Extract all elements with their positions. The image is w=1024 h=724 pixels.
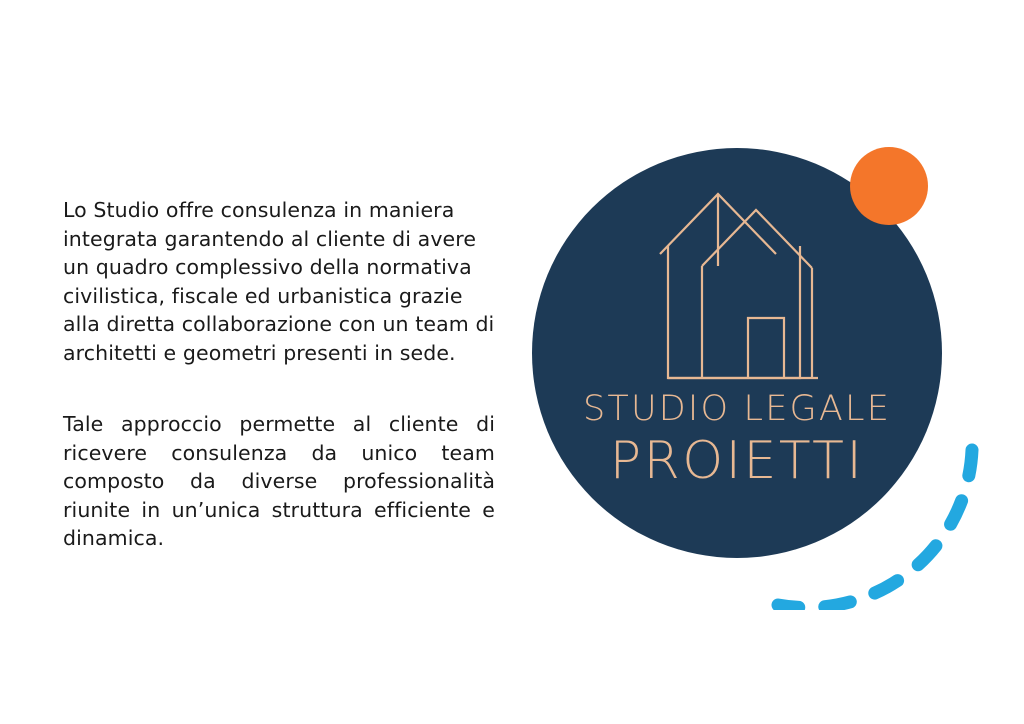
orange-circle-icon (850, 147, 928, 225)
logo-title-line-2: PROIETTI (609, 431, 865, 491)
logo-wordmark (532, 388, 942, 490)
logo-title-line-1: STUDIO LEGALE (582, 389, 892, 429)
house-outline-icon (650, 170, 830, 400)
logo (520, 130, 990, 610)
body-text-block (63, 196, 495, 553)
paragraph-2: Tale approccio permette al cliente di ricevere consulenza da unico team composto da diverse professionalità riunite in un’unica struttura efficiente e dinamica. (63, 412, 495, 550)
paragraph-1: Lo Studio offre consulenza in maniera integrata garantendo al cliente di avere un quadro complessivo della normativa civilistica, fiscale ed urbanistica grazie alla diretta collaborazione con un team di architetti e geometri presenti in sede. (63, 198, 495, 365)
